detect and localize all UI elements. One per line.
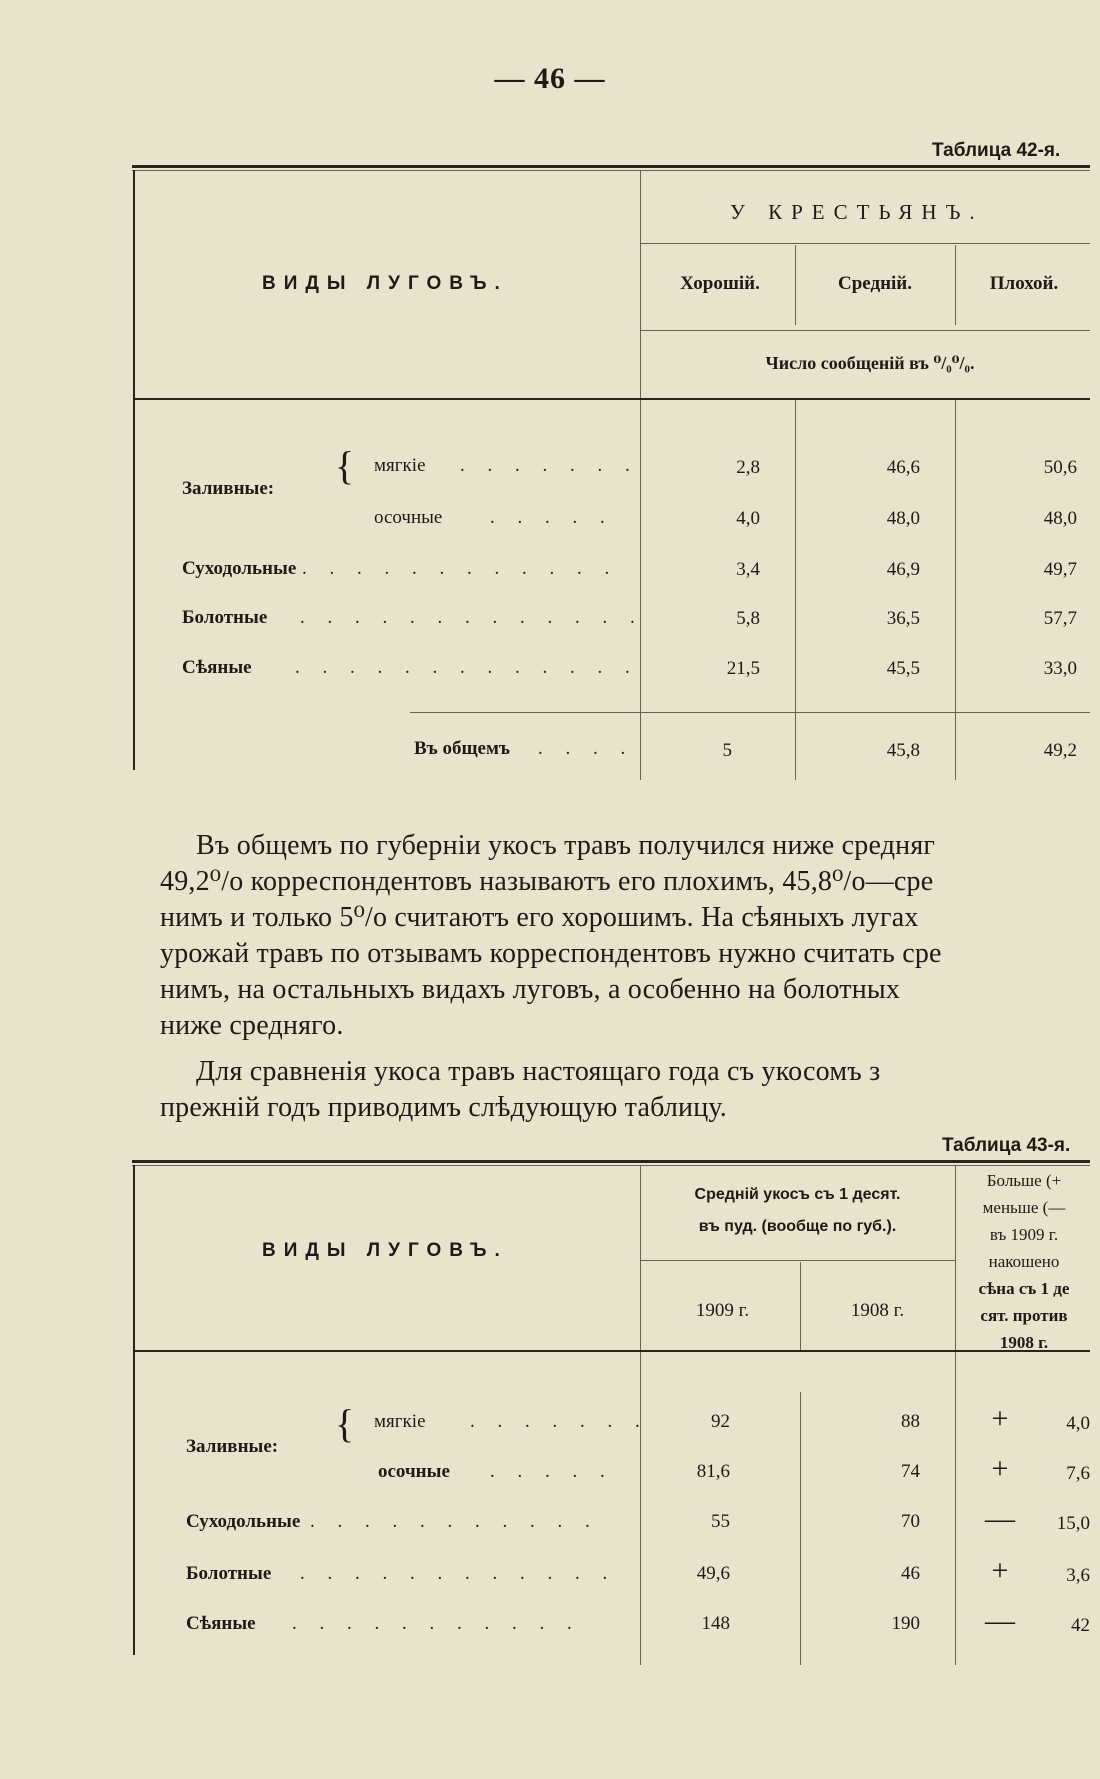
table-42-cell: 2,8 [736,457,760,478]
table-42-col-divider-2 [955,245,956,325]
table-42-cell: 5,8 [736,608,760,629]
table-43-group-header-line2: въ пуд. (вообще по губ.). [698,1218,897,1235]
table-42-cell: 45,5 [886,658,920,679]
table-42-cell: 46,9 [886,559,920,580]
table-43-cell: 74 [901,1461,920,1482]
table-42-col-good: Хорошій. [680,273,760,294]
table-43-diff-header-line: сят. против [980,1306,1068,1325]
paragraph-line: Въ общемъ по губерніи укосъ травъ получился ниже средняг [196,830,936,861]
table-43-row-label: Сѣяные [186,1613,256,1634]
table-43-diff-divider [955,1165,956,1665]
table-43-row-leader: . . . . . . . . . . . [292,1613,581,1634]
table-42-cell: 21,5 [726,658,760,679]
table-43-cell: 70 [901,1511,920,1532]
table-42-cell: 48,0 [1043,508,1077,529]
table-43-row-leader: . . . . . [490,1461,614,1482]
paragraph-1 [160,828,1090,1044]
table-42-subhead-rule [640,330,1090,331]
table-42-col-divider-1b [795,400,796,780]
table-42-brace-top: { [335,443,355,488]
table-43-diff-header-line: въ 1909 г. [989,1225,1059,1244]
table-42-cell: 4,0 [736,508,760,529]
table-42-total-label: Въ общемъ [414,738,510,759]
table-43-row-header: ВИДЫ ЛУГОВЪ. [262,1240,508,1261]
paragraph-line: ниже средняго. [160,1010,344,1041]
paragraph-line: нимъ, на остальныхъ видахъ луговъ, а особенно на болотных [160,974,901,1005]
table-43-diff: 4,0 [1066,1413,1090,1434]
table-42-col-average: Средній. [837,273,912,294]
table-43-row-label: мягкіе [374,1411,426,1432]
table-43-row-leader: . . . . . . . . . . . . [300,1563,617,1584]
table-43-caption: Таблица 43-я. [942,1135,1071,1156]
table-43-cell: 92 [711,1411,730,1432]
table-42-cell: 3,4 [736,559,760,580]
table-42-cell: 36,5 [886,608,920,629]
table-43-cell: 88 [901,1411,920,1432]
table-42-row-leader: . . . . . [490,507,614,528]
table-43-cell: 46 [901,1563,920,1584]
table-43-cell: 148 [701,1613,730,1634]
table-43-group-rule [640,1260,955,1261]
table-42-row-leader: . . . . . . . . . . . . [302,558,619,579]
table-43-diff-header-line: Больше (+ [986,1171,1062,1190]
table-43-sign: — [985,1604,1015,1637]
table-43-cell: 81,6 [696,1461,730,1482]
table-42-cell: 48,0 [886,508,920,529]
table-42-row-leader: . . . . . . . [460,455,639,476]
paragraph-line: урожай травъ по отзывамъ корреспондентовъ нужно считать сре [160,938,942,969]
table-42-cell: 50,6 [1043,457,1077,478]
table-43-year-1908: 1908 г. [850,1300,905,1321]
paragraph-line: 49,2⁰/о корреспондентовъ называютъ его плохимъ, 45,8⁰/о—сре [160,866,934,897]
table-42-total-rule [410,712,1090,713]
table-43-diff: 3,6 [1066,1565,1090,1586]
table-43-group-label: Заливные: [186,1436,279,1457]
paragraph-2 [160,1054,1090,1126]
table-42-cell: 57,7 [1043,608,1077,629]
table-43-diff-header-line: 1908 г. [999,1333,1049,1352]
table-42-top-rule-2 [132,170,1090,171]
table-42-row-leader: . . . . . . . . . . . . . [295,657,639,678]
table-43-left-border [133,1165,135,1655]
page-number: — 46 — [494,62,606,95]
table-42-header-rule [133,398,1090,400]
table-42-row-label: осочные [374,507,443,528]
table-43-diff-header-line: накошено [988,1252,1060,1271]
table-42-top-rule [132,165,1090,168]
table-43-sign: + [991,1452,1009,1485]
table-43-diff: 7,6 [1066,1463,1090,1484]
table-43-year-divider [800,1262,801,1350]
table-42-row-header: ВИДЫ ЛУГОВЪ. [262,273,508,294]
table-42-col-divider-2b [955,400,956,780]
table-43-header-rule [133,1350,1090,1352]
table-43-diff-header-line: сѣна съ 1 де [978,1279,1070,1298]
paragraph-line: нимъ и только 5⁰/о считаютъ его хорошимъ. На сѣяныхъ лугах [160,902,919,933]
table-42-row-label: Суходольные [182,558,297,579]
table-43-brace-top: { [335,1401,355,1446]
table-42-total-cell: 5 [722,740,732,761]
table-42-group-label: Заливные: [182,478,275,499]
table-42-total-leader: . . . . [538,738,635,759]
table-42-cell: 49,7 [1043,559,1077,580]
table-43-cell: 55 [711,1511,730,1532]
table-43-top-rule [132,1160,1090,1163]
table-43-diff: 15,0 [1056,1513,1090,1534]
table-42-total-cell: 45,8 [886,740,920,761]
table-43-row-label: Суходольные [186,1511,301,1532]
table-42-group-header: У КРЕСТЬЯНЪ. [730,200,984,224]
table-42-row-label: мягкіе [374,455,426,476]
table-42-caption: Таблица 42-я. [932,140,1061,161]
table-43-cell: 190 [891,1613,920,1634]
table-43-top-rule-2 [132,1165,1090,1166]
table-42-cell: 33,0 [1043,658,1077,679]
table-43-diff: 42 [1071,1615,1090,1636]
table-42-units: Число сообщеній въ ⁰/₀⁰/₀. [765,353,975,373]
table-42-row-label: Болотные [182,607,268,628]
table-43-sign: + [991,1402,1009,1435]
table-43-year-divider-b [800,1392,801,1665]
table-42-cell: 46,6 [886,457,920,478]
table-42-left-border [133,170,135,770]
table-42-col-divider-1 [795,245,796,325]
table-42-total-cell: 49,2 [1043,740,1077,761]
table-42-row-label: Сѣяные [182,657,252,678]
table-43-diff-header [958,1167,1090,1356]
table-42-group-rule [640,243,1090,244]
table-43-year-1909: 1909 г. [695,1300,750,1321]
table-43-row-label: Болотные [186,1563,272,1584]
table-43-diff-header-line: меньше (— [982,1198,1066,1217]
table-43-cell: 49,6 [696,1563,730,1584]
table-43-row-label: осочные [378,1461,450,1482]
table-42-row-leader: . . . . . . . . . . . . . [300,607,644,628]
table-42-col-bad: Плохой. [989,273,1059,294]
paragraph-line: Для сравненія укоса травъ настоящаго года съ укосомъ з [196,1056,881,1087]
table-43-sign: — [985,1502,1015,1535]
table-42-divider [640,170,641,780]
paragraph-line: прежній годъ приводимъ слѣдующую таблицу. [160,1092,727,1123]
table-43-sign: + [991,1554,1009,1587]
table-43-row-leader: . . . . . . . [470,1411,649,1432]
table-43-group-header-line1: Средній укосъ съ 1 десят. [694,1186,901,1203]
table-43-row-leader: . . . . . . . . . . . [310,1511,599,1532]
